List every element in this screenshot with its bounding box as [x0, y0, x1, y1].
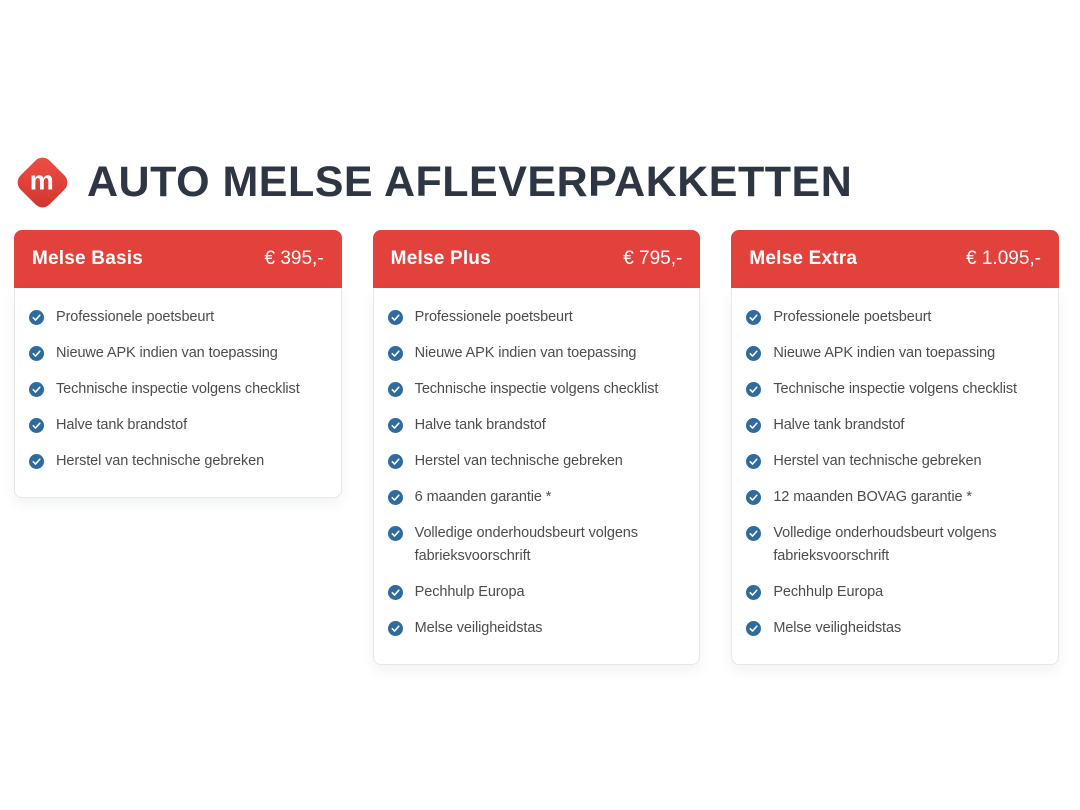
- check-icon: [388, 346, 403, 361]
- feature-label: Melse veiligheidstas: [773, 620, 902, 636]
- feature-item: [29, 378, 327, 401]
- check-icon: [29, 382, 44, 397]
- check-icon: [746, 621, 761, 636]
- feature-item: [29, 414, 327, 437]
- check-icon: [388, 418, 403, 433]
- feature-item: [388, 522, 686, 568]
- feature-item: [746, 581, 1044, 604]
- check-icon: [29, 454, 44, 469]
- feature-label: Nieuwe APK indien van toepassing: [773, 345, 996, 361]
- check-icon: [746, 310, 761, 325]
- package-name: Melse Plus: [390, 248, 491, 269]
- check-icon: [746, 346, 761, 361]
- feature-item: [29, 450, 327, 473]
- feature-item: [746, 486, 1044, 509]
- package-card-body: [14, 288, 342, 498]
- check-icon: [29, 346, 44, 361]
- feature-label: Halve tank brandstof: [773, 417, 905, 433]
- feature-label: Halve tank brandstof: [56, 417, 187, 433]
- package-price: € 395,-: [264, 248, 324, 269]
- check-icon: [746, 454, 761, 469]
- feature-item: [388, 486, 686, 509]
- check-icon: [29, 418, 44, 433]
- feature-label: Melse veiligheidstas: [414, 620, 543, 636]
- package-card-header: [373, 230, 701, 288]
- feature-item: [746, 450, 1044, 473]
- feature-label: Pechhulp Europa: [414, 584, 525, 600]
- feature-label: Professionele poetsbeurt: [414, 309, 573, 325]
- feature-item: [746, 617, 1044, 640]
- feature-list: [388, 306, 686, 640]
- feature-label: 12 maanden BOVAG garantie *: [773, 489, 972, 505]
- check-icon: [746, 490, 761, 505]
- feature-label: Nieuwe APK indien van toepassing: [414, 345, 637, 361]
- package-card-body: [373, 288, 701, 665]
- feature-item: [29, 306, 327, 329]
- feature-label: 6 maanden garantie *: [414, 489, 552, 505]
- check-icon: [388, 621, 403, 636]
- check-icon: [746, 526, 761, 541]
- feature-label: Nieuwe APK indien van toepassing: [56, 345, 278, 361]
- feature-label: Technische inspectie volgens checklist: [414, 381, 659, 397]
- check-icon: [746, 382, 761, 397]
- cards-row: [14, 230, 1059, 665]
- check-icon: [746, 585, 761, 600]
- feature-label: Herstel van technische gebreken: [414, 453, 623, 469]
- feature-label: Halve tank brandstof: [414, 417, 546, 433]
- package-name: Melse Basis: [32, 248, 143, 269]
- feature-label: Professionele poetsbeurt: [773, 309, 932, 325]
- logo-letter-m: m: [30, 164, 55, 195]
- feature-label: Technische inspectie volgens checklist: [773, 381, 1017, 397]
- feature-label: Herstel van technische gebreken: [56, 453, 265, 469]
- package-card: [373, 230, 701, 665]
- auto-melse-logo: [14, 153, 72, 211]
- feature-label: Pechhulp Europa: [773, 584, 884, 600]
- feature-item: [388, 450, 686, 473]
- feature-item: [388, 378, 686, 401]
- check-icon: [29, 310, 44, 325]
- feature-label: Professionele poetsbeurt: [56, 309, 215, 325]
- feature-item: [746, 414, 1044, 437]
- check-icon: [388, 585, 403, 600]
- package-card: [14, 230, 342, 498]
- feature-label: Technische inspectie volgens checklist: [56, 381, 300, 397]
- check-icon: [388, 490, 403, 505]
- package-price: € 795,-: [623, 248, 683, 269]
- package-price: € 1.095,-: [966, 248, 1042, 269]
- feature-item: [746, 306, 1044, 329]
- feature-label: Herstel van technische gebreken: [773, 453, 982, 469]
- feature-item: [746, 342, 1044, 365]
- feature-item: [746, 378, 1044, 401]
- page-header: [16, 150, 1064, 214]
- feature-item: [388, 342, 686, 365]
- check-icon: [746, 418, 761, 433]
- package-name: Melse Extra: [749, 248, 858, 269]
- feature-item: [388, 414, 686, 437]
- package-card-header: [731, 230, 1059, 288]
- package-card-header: [14, 230, 342, 288]
- check-icon: [388, 454, 403, 469]
- feature-item: [746, 522, 1044, 568]
- feature-list: [29, 306, 327, 473]
- page-title: AUTO MELSE AFLEVERPAKKETTEN: [87, 157, 853, 206]
- feature-item: [388, 306, 686, 329]
- check-icon: [388, 310, 403, 325]
- feature-item: [388, 617, 686, 640]
- package-card-body: [731, 288, 1059, 665]
- feature-label: Volledige onderhoudsbeurt volgens fabrieksvoorschrift: [414, 525, 638, 564]
- feature-list: [746, 306, 1044, 640]
- feature-item: [388, 581, 686, 604]
- feature-label: Volledige onderhoudsbeurt volgens fabrieksvoorschrift: [773, 525, 997, 564]
- check-icon: [388, 382, 403, 397]
- package-card: [731, 230, 1059, 665]
- check-icon: [388, 526, 403, 541]
- feature-item: [29, 342, 327, 365]
